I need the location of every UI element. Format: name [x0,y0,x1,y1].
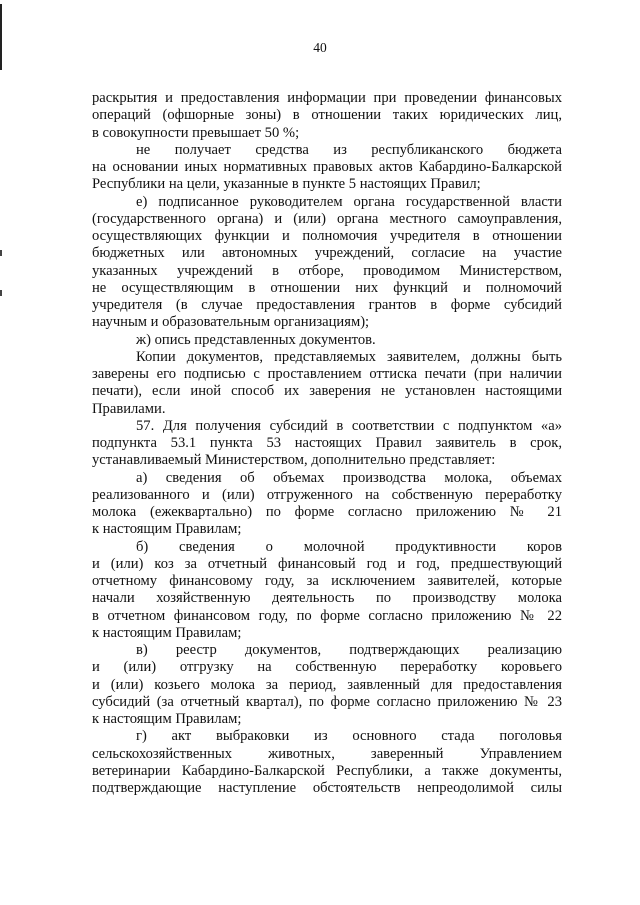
text-line: сельскохозяйственных животных, заверенный Управлением [92,745,562,762]
text-line: е) подписанное руководителем органа государственной власти [136,193,562,210]
text-line: Правилами. [92,400,166,417]
text-line: 57. Для получения субсидий в соответствии с подпунктом «а» [136,417,562,434]
text-line: осуществляющих функции и полномочия учредителя в отношении [92,228,562,244]
text-line: б) сведения о молочной продуктивности коров [136,538,562,555]
text-line: начали хозяйственную деятельность по производству молока [92,590,562,607]
text-line: г) акт выбраковки из основного стада поголовья [136,728,562,745]
text-line: отчетному финансовому году, за исключением заявителей, которые [92,573,562,589]
text-line: указанных учреждений в отборе, проводимом Министерством, [92,262,562,279]
text-line: (государственного органа) и (или) органа местного самоуправления, [92,210,562,227]
text-line: в) реестр документов, подтверждающих реализацию [136,642,562,658]
text-line: бюджетных или автономных учреждений, согласие на участие [92,245,562,262]
text-line: не получает средства из республиканского бюджета [136,141,562,158]
text-line: и (или) коз за отчетный финансовый год и год, предшествующий [92,555,562,572]
text-line: операций (офшорные зоны) в отношении таких юридических лиц, [92,107,562,124]
text-line: ветеринарии Кабардино-Балкарской Республики, а также документы, [92,762,562,779]
text-line: научным и образовательным организациям); [92,314,370,331]
text-line: к настоящим Правилам; [92,521,242,538]
text-line: субсидий (за отчетный квартал), по форме согласно приложению № 23 [92,693,562,710]
text-line: к настоящим Правилам; [92,711,242,727]
text-line: реализованного и (или) отгруженного на собственную переработку [92,486,562,503]
text-line: подтверждающие наступление обстоятельств непреодолимой силы [92,780,562,796]
text-line: не осуществляющим в отношении них функций и полномочий [92,279,562,296]
text-line: и (или) отгрузку на собственную переработку коровьего [92,659,562,676]
text-line: ж) опись представленных документов. [136,331,376,348]
text-line: а) сведения об объемах производства молока, объемах [136,469,562,486]
text-line: учредителя (в случае предоставления грантов в форме субсидий [92,297,562,313]
text-line: подпункта 53.1 пункта 53 настоящих Правил заявитель в срок, [92,435,562,451]
text-line: в отчетном финансовом году, по форме согласно приложению № 22 [92,607,562,624]
text-line: печати), если иной способ их заверения не установлен настоящими [92,383,562,400]
text-line: на основании иных нормативных правовых актов Кабардино-Балкарской [92,159,562,175]
text-line: в совокупности превышает 50 %; [92,124,300,141]
text-line: и (или) козьего молока за период, заявленный для предоставления [92,676,562,693]
text-line: раскрытия и предоставления информации при проведении финансовых [92,90,562,106]
text-line: заверены его подписью с проставлением оттиска печати (при наличии [92,366,562,382]
text-line: Республики на цели, указанные в пункте 5 настоящих Правил; [92,176,481,193]
page-number: 40 [313,40,327,55]
text-line: устанавливаемый Министерством, дополнительно представляет: [92,452,496,469]
scan-edge-artifact [0,0,2,905]
text-line: к настоящим Правилам; [92,624,242,641]
document-body [92,90,562,797]
text-line: молока (ежеквартально) по форме согласно приложению № 21 [92,504,562,520]
text-line: Копии документов, представляемых заявителем, должны быть [136,348,562,365]
